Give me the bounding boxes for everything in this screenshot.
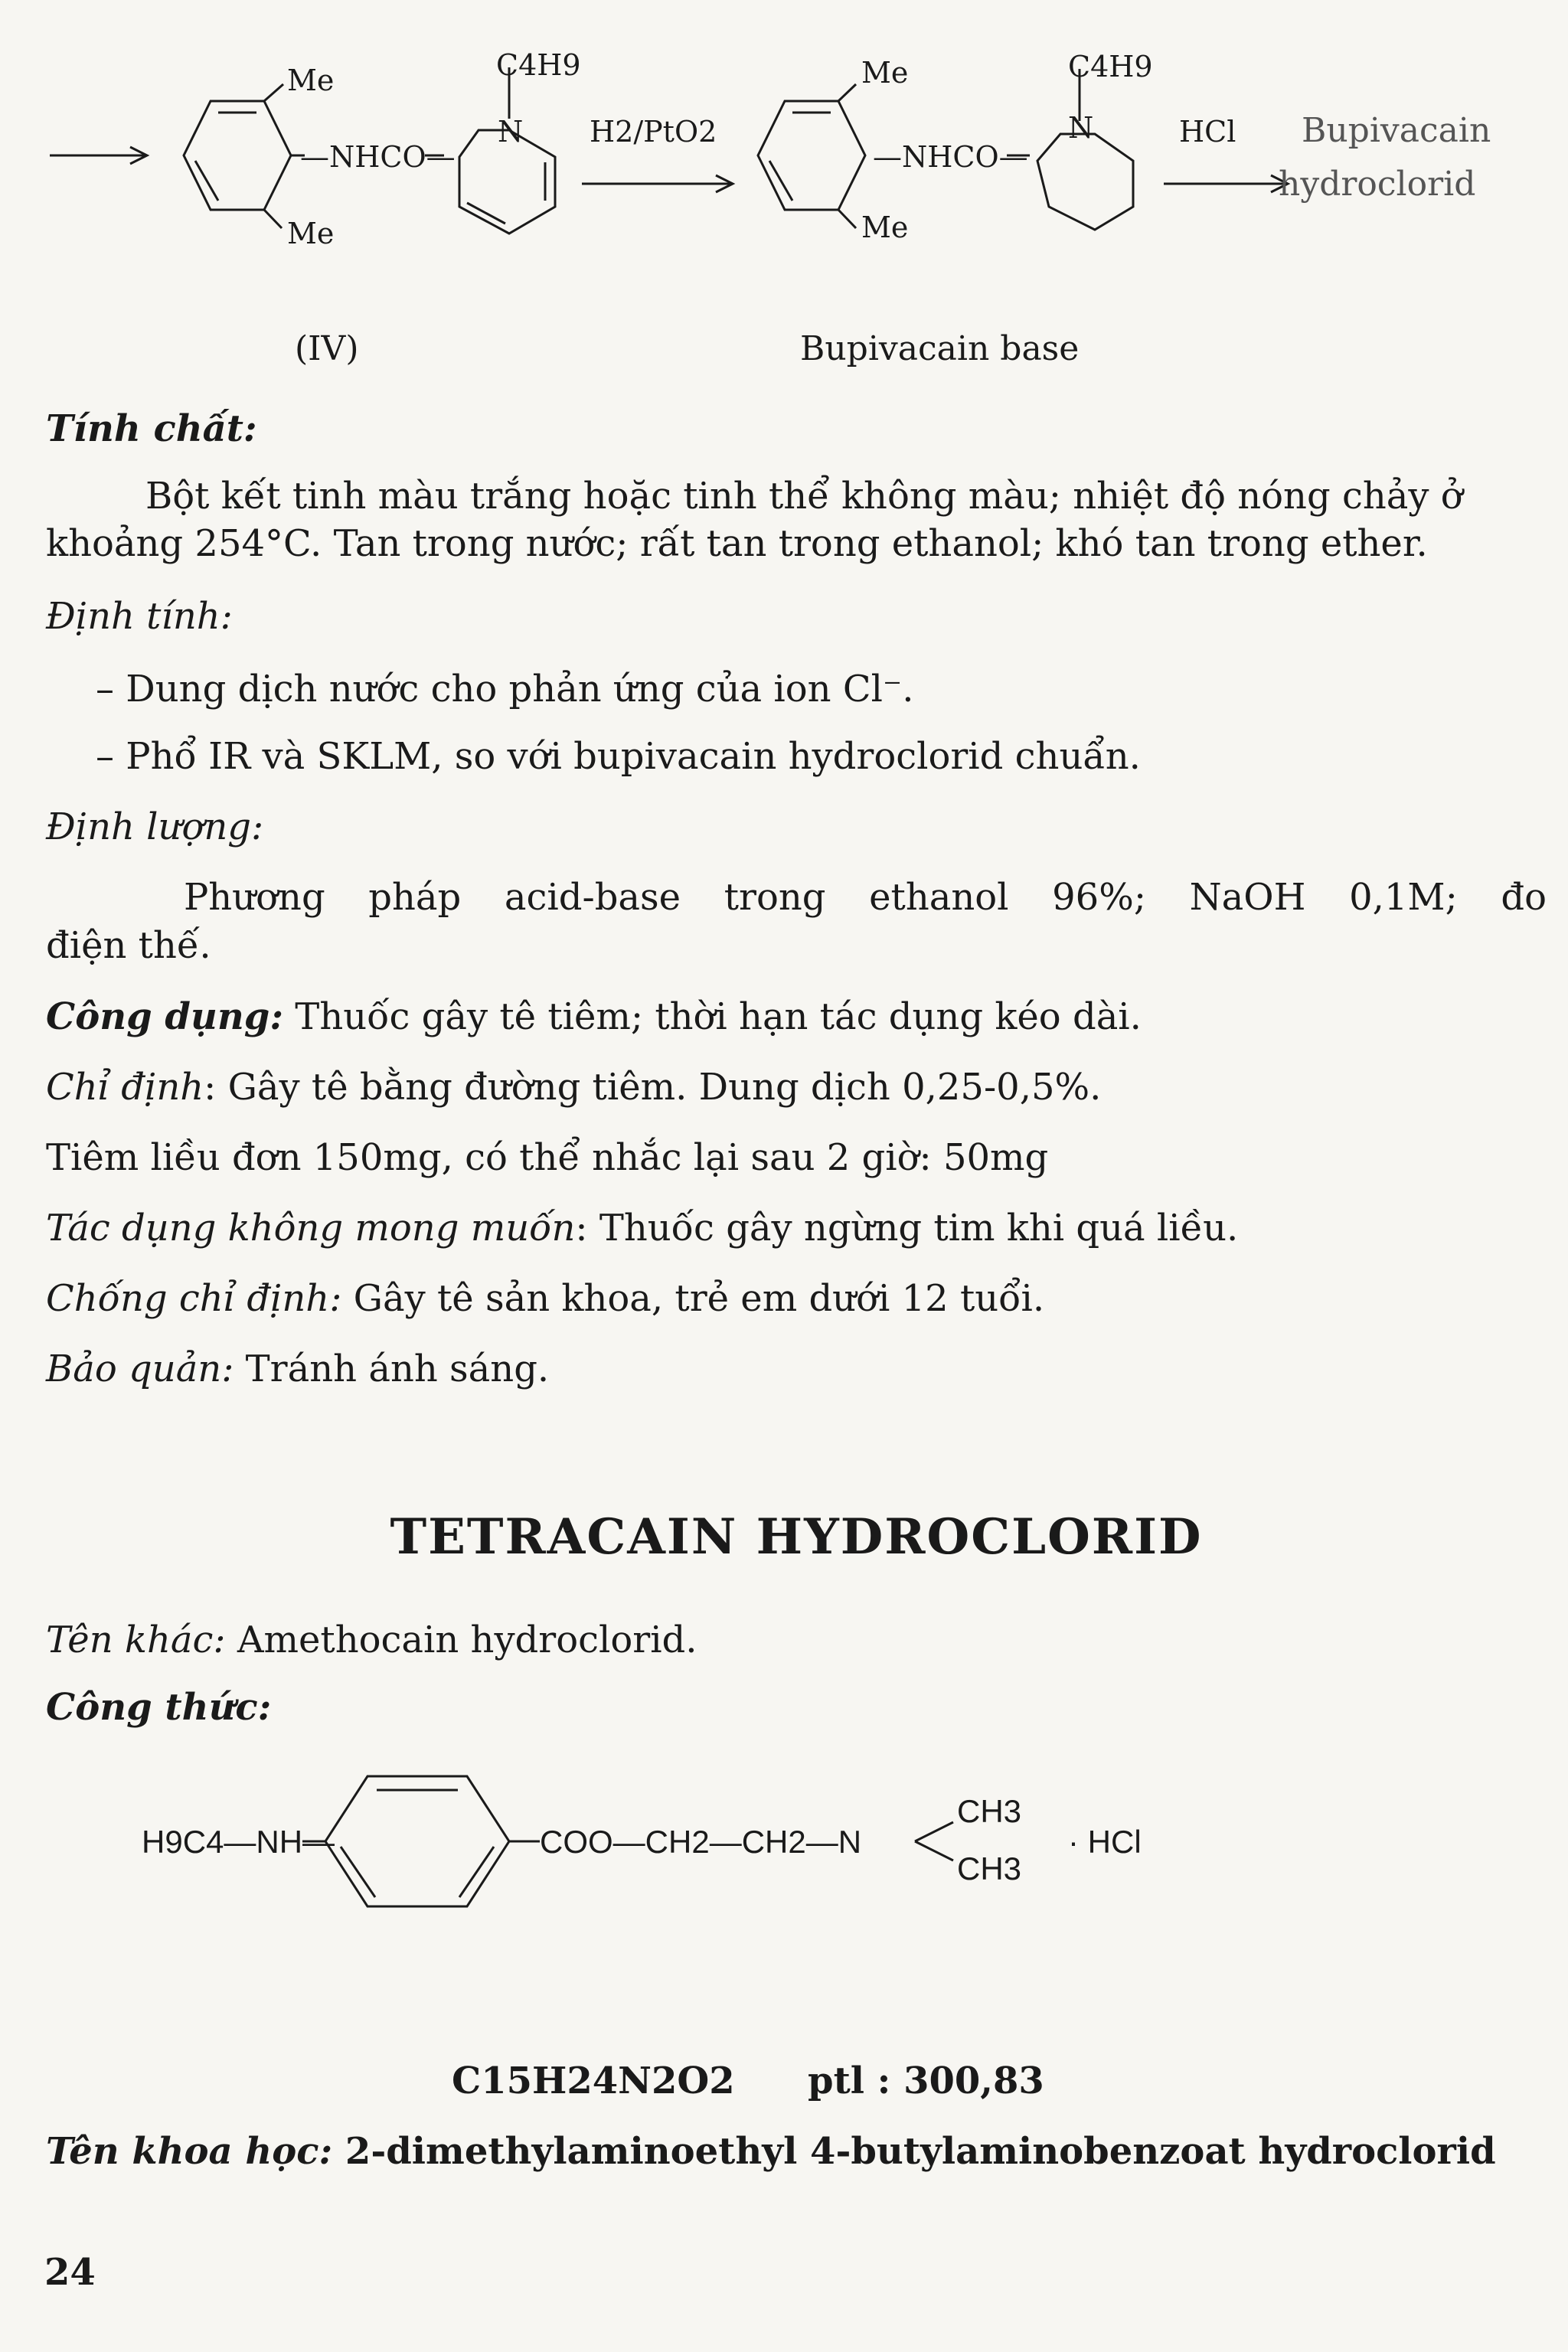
methyl-top: CH3 xyxy=(957,1793,1022,1829)
bond-me-bottom-left xyxy=(264,210,282,228)
product-name-line2: hydroclorid xyxy=(1279,165,1476,204)
label-me-top-right: Me xyxy=(861,56,909,90)
other-name-label: Tên khác: xyxy=(46,1619,226,1661)
indication-text: : Gây tê bằng đường tiêm. Dung dịch 0,25-0,5%. xyxy=(204,1066,1102,1109)
dose-line: Tiêm liều đơn 150mg, có thể nhắc lại sau 2 giờ: 50mg xyxy=(46,1136,1049,1179)
identification-item-text: Dung dịch nước cho phản ứng của ion Cl⁻. xyxy=(126,668,914,710)
bond-me-top-left xyxy=(264,84,283,101)
other-name-line xyxy=(46,1617,697,1663)
butylamino-group: H9C4—NH— xyxy=(142,1824,335,1860)
reaction-scheme xyxy=(0,0,1568,383)
label-me-bottom-left: Me xyxy=(287,217,335,250)
scientific-name-line xyxy=(46,2128,1496,2174)
label-me-bottom-right: Me xyxy=(861,211,909,244)
contraindication-text: Gây tê sản khoa, trẻ em dưới 12 tuổi. xyxy=(353,1277,1045,1320)
caption-bupivacain-base: Bupivacain base xyxy=(800,329,1080,368)
contraindication-line xyxy=(46,1276,1044,1321)
methyl-bottom: CH3 xyxy=(957,1851,1022,1886)
assay-text-1: Phương pháp acid-base trong ethanol 96%; NaOH 0,1M; đo xyxy=(184,876,1547,919)
label-n-right: N xyxy=(1068,111,1094,145)
storage-text: Tránh ánh sáng. xyxy=(245,1348,550,1390)
formula-heading: Công thức: xyxy=(46,1686,272,1729)
assay-heading: Định lượng: xyxy=(46,805,264,848)
label-me-top-left: Me xyxy=(287,64,335,97)
identification-heading: Định tính: xyxy=(46,595,233,638)
scientific-name-label: Tên khoa học: xyxy=(46,2130,333,2173)
other-name-text: Amethocain hydroclorid. xyxy=(237,1619,697,1661)
piperidine-ring-right xyxy=(1037,134,1133,230)
properties-heading: Tính chất: xyxy=(46,407,257,450)
molecular-weight: ptl : 300,83 xyxy=(808,2060,1044,2102)
reagent-h2-pto2: H2/PtO2 xyxy=(590,115,717,149)
page-number: 24 xyxy=(44,2251,96,2294)
label-c4h9-right: C4H9 xyxy=(1068,50,1153,83)
use-label: Công dụng: xyxy=(46,995,284,1038)
label-nhco-right: —NHCO— xyxy=(873,140,1028,174)
section-title: TETRACAIN HYDROCLORID xyxy=(390,1508,1203,1566)
caption-iv: (IV) xyxy=(295,329,359,368)
side-effect-label: Tác dụng không mong muốn xyxy=(46,1207,576,1250)
benzene-ring xyxy=(325,1776,509,1906)
indication-label: Chỉ định xyxy=(46,1066,204,1109)
use-text: Thuốc gây tê tiêm; thời hạn tác dụng kéo dài. xyxy=(295,995,1142,1038)
identification-item: – Dung dịch nước cho phản ứng của ion Cl⁻. xyxy=(96,668,914,710)
reagent-hcl: HCl xyxy=(1179,115,1236,149)
indication-line xyxy=(46,1064,1101,1110)
assay-text-2: điện thế. xyxy=(46,924,211,967)
identification-item: – Phổ IR và SKLM, so với bupivacain hydroclorid chuẩn. xyxy=(96,735,1141,778)
molecular-formula: C15H24N2O2 xyxy=(452,2060,735,2102)
benzene-ring-right xyxy=(758,101,865,210)
product-name-line1: Bupivacain xyxy=(1302,111,1491,150)
label-c4h9-left: C4H9 xyxy=(496,48,581,82)
properties-text-2: khoảng 254°C. Tan trong nước; rất tan trong ethanol; khó tan trong ether. xyxy=(46,522,1428,565)
hcl-salt: · HCl xyxy=(1068,1824,1142,1860)
label-n-left: N xyxy=(498,115,524,149)
contraindication-label: Chống chỉ định: xyxy=(46,1277,342,1320)
benzene-ring-left xyxy=(184,101,291,210)
side-effect-line xyxy=(46,1205,1238,1251)
properties-text-1: Bột kết tinh màu trắng hoặc tinh thể không màu; nhiệt độ nóng chảy ở xyxy=(145,475,1463,518)
identification-item-text: Phổ IR và SKLM, so với bupivacain hydroclorid chuẩn. xyxy=(126,735,1141,778)
ester-chain: COO—CH2—CH2—N xyxy=(540,1824,862,1860)
side-effect-text: : Thuốc gây ngừng tim khi quá liều. xyxy=(575,1207,1239,1250)
scientific-name-text: 2-dimethylaminoethyl 4-butylaminobenzoat hydroclorid xyxy=(345,2130,1496,2173)
tetracain-structure xyxy=(0,1761,1568,1929)
storage-label: Bảo quản: xyxy=(46,1348,234,1390)
label-nhco-left: —NHCO— xyxy=(300,140,456,174)
use-line xyxy=(46,994,1142,1040)
storage-line xyxy=(46,1346,549,1392)
